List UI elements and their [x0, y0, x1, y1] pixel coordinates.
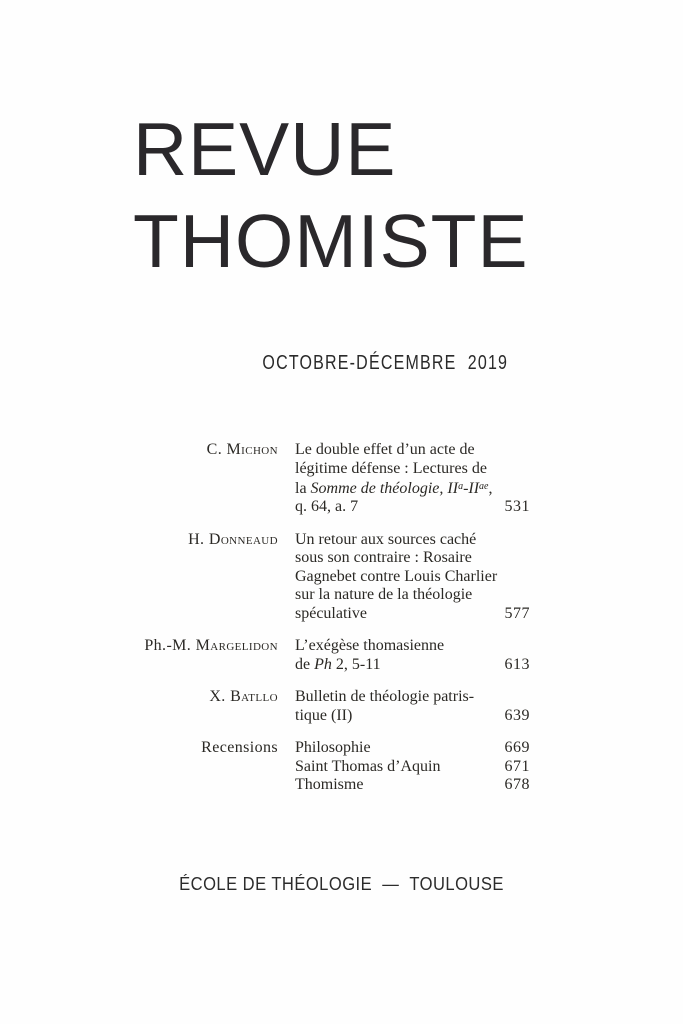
- title-line: spéculative 577: [295, 604, 530, 622]
- publisher-imprint: ÉCOLE DE THÉOLOGIE — TOULOUSE: [179, 874, 504, 894]
- recension-row: [295, 739, 530, 758]
- title-line: légitime défense : Lectures de: [295, 459, 487, 477]
- page-number: 678: [504, 776, 530, 794]
- entry-title: [295, 637, 530, 674]
- table-of-contents: [135, 441, 530, 795]
- author-prefix: Recensions: [201, 739, 278, 757]
- title-line: de Ph 2, 5-11 613: [295, 655, 530, 673]
- toc-entry: [135, 637, 530, 674]
- entry-title: [295, 531, 530, 624]
- title-line: Le double effet d’un acte de: [295, 441, 475, 458]
- title-line: tique (II) 639: [295, 706, 530, 724]
- title-line: sur la nature de la théologie: [295, 586, 473, 604]
- title-line: L’exégèse thomasienne: [295, 637, 445, 655]
- page-number: 613: [504, 655, 530, 673]
- author-name: Michon: [226, 441, 278, 458]
- title-line: la Somme de théologie, $II^a-II^{ae}$,: [295, 479, 493, 497]
- author-prefix: C.: [206, 441, 227, 458]
- superscript: ae: [479, 481, 489, 492]
- recension-label: Philosophie: [295, 739, 371, 757]
- page-number: 639: [504, 706, 530, 724]
- title-line: sous son contraire : Rosaire: [295, 549, 472, 567]
- author-label: [135, 688, 278, 707]
- author-label: [135, 637, 278, 656]
- entry-title: [295, 688, 530, 725]
- toc-entry: [135, 441, 530, 517]
- page-number: 531: [504, 498, 530, 516]
- journal-masthead: [133, 103, 529, 287]
- masthead-line-2: THOMISTE: [133, 199, 529, 283]
- author-name: Donneaud: [208, 530, 278, 548]
- superscript: a: [458, 481, 464, 492]
- title-line: Gagnebet contre Louis Charlier: [295, 567, 498, 585]
- author-name: Batllo: [230, 688, 278, 706]
- entry-title: [295, 739, 530, 795]
- toc-entry: [135, 688, 530, 725]
- recension-row: [295, 758, 530, 777]
- issue-date: OCTOBRE-DÉCEMBRE 2019: [262, 352, 508, 374]
- toc-entry-recensions: [135, 739, 530, 795]
- recension-label: Saint Thomas d’Aquin: [295, 757, 441, 775]
- title-line: q. 64, a. 7 531: [295, 498, 530, 516]
- title-line: Bulletin de théologie patris-: [295, 688, 475, 706]
- author-label: [135, 739, 278, 758]
- page-number: 669: [504, 739, 530, 757]
- author-prefix: H.: [188, 530, 209, 548]
- author-label: [135, 441, 278, 460]
- author-prefix: X.: [209, 688, 231, 706]
- toc-entry: [135, 531, 530, 624]
- author-name: Margelidon: [195, 637, 278, 655]
- author-label: [135, 531, 278, 550]
- title-line: Un retour aux sources caché: [295, 530, 477, 548]
- author-prefix: Ph.-M.: [144, 637, 196, 655]
- page-number: 577: [504, 604, 530, 622]
- entry-title: [295, 441, 530, 517]
- page-number: 671: [504, 757, 530, 775]
- recension-label: Thomisme: [295, 776, 364, 794]
- masthead-line-1: REVUE: [133, 107, 397, 191]
- recension-row: [295, 776, 530, 795]
